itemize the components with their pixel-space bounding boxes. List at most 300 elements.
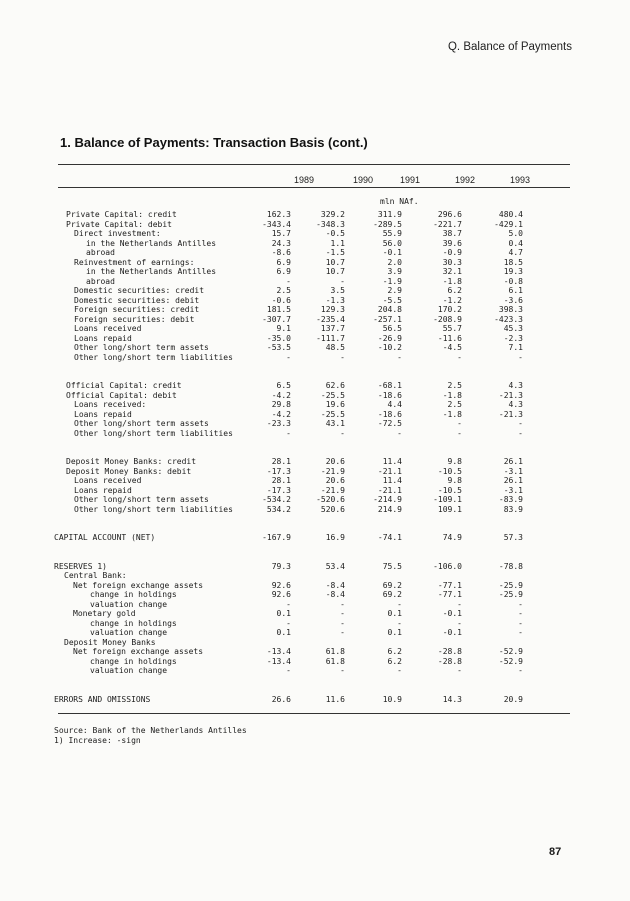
table-row <box>0 277 630 287</box>
cell-1990: 10.7 <box>325 267 345 276</box>
cell-1993: 7.1 <box>508 343 523 352</box>
row-label: Direct investment: <box>74 229 161 238</box>
cell-1992: - <box>457 666 462 675</box>
cell-1993: -25.9 <box>498 580 523 590</box>
cell-1990: 62.6 <box>325 381 345 390</box>
cell-1990: 19.6 <box>325 400 345 409</box>
cell-1993: -429.1 <box>494 219 523 229</box>
cell-1990: 3.5 <box>330 286 345 295</box>
cell-1992: 9.8 <box>447 457 462 466</box>
cell-1993: 26.1 <box>503 476 523 485</box>
cell-1993: 480.4 <box>498 210 523 219</box>
row-label: valuation change <box>90 628 168 637</box>
table-row <box>0 419 630 429</box>
table-row <box>0 628 630 638</box>
cell-1991: -10.2 <box>377 343 402 352</box>
cell-1990: -348.3 <box>316 219 345 229</box>
cell-1993: 5.0 <box>508 229 523 238</box>
unit-label: mln NAf. <box>380 197 419 206</box>
cell-1990: -25.5 <box>320 409 345 419</box>
cell-1993: 20.9 <box>503 694 523 704</box>
cell-1992: 170.2 <box>437 305 462 314</box>
row-label: Foreign securities: credit <box>74 305 200 314</box>
table-row <box>0 695 630 705</box>
cell-1990: 1.1 <box>330 238 345 248</box>
cell-1991: - <box>397 599 402 609</box>
cell-1990: 16.9 <box>325 533 345 542</box>
row-label: in the Netherlands Antilles <box>86 238 217 248</box>
cell-1989: -35.0 <box>266 333 291 343</box>
year-header: 1992 <box>454 175 476 185</box>
table-row <box>0 210 630 220</box>
table-row <box>0 305 630 315</box>
table-row <box>0 457 630 467</box>
cell-1990: -235.4 <box>316 314 345 324</box>
year-header: 1990 <box>352 175 374 185</box>
row-label: abroad <box>86 248 115 257</box>
cell-1989: 15.7 <box>271 229 291 238</box>
table-row <box>0 533 630 543</box>
cell-1990: 20.6 <box>325 457 345 466</box>
cell-1991: 56.5 <box>382 324 402 333</box>
table-row <box>0 220 630 230</box>
cell-1992: 38.7 <box>442 229 462 238</box>
cell-1990: 10.7 <box>325 257 345 267</box>
section-header: Q. Balance of Payments <box>447 41 572 53</box>
row-label: ERRORS AND OMISSIONS <box>54 694 151 704</box>
cell-1989: 26.6 <box>271 694 291 704</box>
cell-1989: - <box>286 666 291 675</box>
cell-1989: 92.6 <box>271 580 291 590</box>
table-row <box>0 581 630 591</box>
table-group <box>0 381 630 438</box>
cell-1991: 75.5 <box>382 561 402 571</box>
row-label: Other long/short term assets <box>74 343 209 352</box>
cell-1992: 6.2 <box>447 286 462 295</box>
cell-1992: -11.6 <box>437 333 462 343</box>
row-label: in the Netherlands Antilles <box>86 267 217 276</box>
cell-1989: -8.6 <box>271 248 291 257</box>
cell-1993: -423.3 <box>494 314 523 324</box>
table-row <box>0 571 630 581</box>
cell-1991: -5.5 <box>382 295 402 305</box>
cell-1993: 57.3 <box>503 533 523 542</box>
cell-1991: -0.1 <box>382 248 402 257</box>
row-label: abroad <box>86 276 115 286</box>
cell-1991: -1.9 <box>382 276 402 286</box>
cell-1991: 6.2 <box>387 647 402 656</box>
cell-1993: -21.3 <box>498 409 523 419</box>
cell-1992: -221.7 <box>433 219 462 229</box>
table-bottom-rule <box>58 713 570 714</box>
cell-1990: 20.6 <box>325 476 345 485</box>
table-title: 1. Balance of Payments: Transaction Basis (cont.) <box>60 135 368 150</box>
cell-1992: 32.1 <box>442 267 462 276</box>
year-header: 1993 <box>509 175 531 185</box>
table-row <box>0 286 630 296</box>
cell-1993: -25.9 <box>498 590 523 599</box>
cell-1990: - <box>340 628 345 637</box>
row-label: Loans repaid <box>74 409 132 419</box>
cell-1990: 61.8 <box>325 647 345 656</box>
table-body <box>0 210 630 723</box>
row-label: Reinvestment of earnings: <box>74 257 195 267</box>
cell-1990: - <box>340 352 345 362</box>
cell-1993: -3.1 <box>503 485 523 495</box>
cell-1992: 109.1 <box>437 504 462 514</box>
cell-1989: 28.1 <box>271 457 291 466</box>
cell-1993: - <box>518 609 523 618</box>
row-label: Foreign securities: debit <box>74 314 195 324</box>
table-row <box>0 562 630 572</box>
cell-1991: 56.0 <box>382 238 402 248</box>
cell-1992: -10.5 <box>437 485 462 495</box>
table-row <box>0 334 630 344</box>
row-label: Loans received <box>74 324 142 333</box>
cell-1989: -53.5 <box>266 343 291 352</box>
row-label: Domestic securities: debit <box>74 295 200 305</box>
cell-1993: 4.7 <box>508 248 523 257</box>
cell-1989: 24.3 <box>271 238 291 248</box>
cell-1989: 79.3 <box>271 561 291 571</box>
cell-1989: -4.2 <box>271 409 291 419</box>
cell-1993: - <box>518 628 523 637</box>
cell-1989: 0.1 <box>276 609 291 618</box>
cell-1989: -0.6 <box>271 295 291 305</box>
cell-1993: -3.6 <box>503 295 523 305</box>
cell-1991: -214.9 <box>373 495 402 504</box>
cell-1989: 6.9 <box>276 257 291 267</box>
cell-1990: -21.9 <box>320 466 345 476</box>
cell-1991: -72.5 <box>377 419 402 428</box>
table-row <box>0 505 630 515</box>
cell-1990: 43.1 <box>325 419 345 428</box>
cell-1991: 2.9 <box>387 286 402 295</box>
cell-1991: 3.9 <box>387 267 402 276</box>
cell-1989: -307.7 <box>262 314 291 324</box>
cell-1989: 9.1 <box>276 324 291 333</box>
cell-1992: 9.8 <box>447 476 462 485</box>
cell-1991: -18.6 <box>377 390 402 400</box>
row-label: Other long/short term assets <box>74 495 209 504</box>
row-label: Official Capital: debit <box>66 390 177 400</box>
cell-1989: - <box>286 618 291 628</box>
table-row <box>0 296 630 306</box>
cell-1992: -0.9 <box>442 248 462 257</box>
cell-1992: -106.0 <box>433 561 462 571</box>
cell-1990: - <box>340 609 345 618</box>
cell-1992: 39.6 <box>442 238 462 248</box>
row-label: valuation change <box>90 666 168 675</box>
row-label: Deposit Money Banks: credit <box>66 457 197 466</box>
table-row <box>0 239 630 249</box>
cell-1989: -13.4 <box>266 647 291 656</box>
cell-1990: 520.6 <box>320 504 345 514</box>
table-top-rule <box>58 164 570 165</box>
table-group <box>0 695 630 705</box>
cell-1991: -21.1 <box>377 485 402 495</box>
cell-1991: -18.6 <box>377 409 402 419</box>
cell-1991: -74.1 <box>377 533 402 542</box>
cell-1989: -23.3 <box>266 419 291 428</box>
table-row <box>0 429 630 439</box>
row-label: Loans received <box>74 476 142 485</box>
cell-1991: 0.1 <box>387 628 402 637</box>
row-label: Monetary gold <box>73 609 136 618</box>
cell-1992: -10.5 <box>437 466 462 476</box>
cell-1992: -77.1 <box>437 590 462 599</box>
cell-1990: 137.7 <box>320 324 345 333</box>
cell-1992: 296.6 <box>437 210 462 219</box>
cell-1990: -8.4 <box>325 580 345 590</box>
source-note: Source: Bank of the Netherlands Antilles <box>54 726 247 735</box>
row-label: Deposit Money Banks: debit <box>66 466 192 476</box>
cell-1990: 61.8 <box>325 656 345 666</box>
cell-1989: 534.2 <box>266 504 291 514</box>
cell-1989: -343.4 <box>262 219 291 229</box>
cell-1990: -25.5 <box>320 390 345 400</box>
row-label: change in holdings <box>90 656 177 666</box>
cell-1989: 6.5 <box>276 381 291 390</box>
cell-1993: 398.3 <box>498 305 523 314</box>
cell-1993: -83.9 <box>498 495 523 504</box>
cell-1993: - <box>518 428 523 438</box>
table-row <box>0 467 630 477</box>
table-row <box>0 410 630 420</box>
cell-1993: 4.3 <box>508 381 523 390</box>
row-label: Other long/short term liabilities <box>74 428 233 438</box>
cell-1992: -1.8 <box>442 276 462 286</box>
cell-1990: - <box>340 428 345 438</box>
cell-1989: - <box>286 276 291 286</box>
cell-1992: -1.8 <box>442 409 462 419</box>
row-label: Other long/short term assets <box>74 419 209 428</box>
cell-1993: -2.3 <box>503 333 523 343</box>
cell-1989: -17.3 <box>266 466 291 476</box>
table-group <box>0 562 630 676</box>
cell-1990: - <box>340 599 345 609</box>
row-label: Loans received: <box>74 400 147 409</box>
cell-1993: 4.3 <box>508 400 523 409</box>
cell-1991: 2.0 <box>387 257 402 267</box>
cell-1992: 74.9 <box>442 533 462 542</box>
cell-1989: 181.5 <box>266 305 291 314</box>
cell-1992: 14.3 <box>442 694 462 704</box>
cell-1989: 92.6 <box>271 590 291 599</box>
cell-1993: -21.3 <box>498 390 523 400</box>
cell-1991: -26.9 <box>377 333 402 343</box>
cell-1992: -77.1 <box>437 580 462 590</box>
cell-1993: -78.8 <box>498 561 523 571</box>
cell-1990: -111.7 <box>316 333 345 343</box>
table-row <box>0 619 630 629</box>
row-label: RESERVES 1) <box>54 561 107 571</box>
cell-1989: -534.2 <box>262 495 291 504</box>
cell-1991: - <box>397 428 402 438</box>
cell-1993: 26.1 <box>503 457 523 466</box>
table-row <box>0 609 630 619</box>
cell-1990: -21.9 <box>320 485 345 495</box>
row-label: CAPITAL ACCOUNT (NET) <box>54 533 156 542</box>
cell-1991: 55.9 <box>382 229 402 238</box>
cell-1989: -17.3 <box>266 485 291 495</box>
cell-1991: - <box>397 618 402 628</box>
cell-1990: 53.4 <box>325 561 345 571</box>
table-row <box>0 229 630 239</box>
cell-1989: -13.4 <box>266 656 291 666</box>
cell-1991: 11.4 <box>382 457 402 466</box>
table-row <box>0 590 630 600</box>
table-row <box>0 258 630 268</box>
table-row <box>0 647 630 657</box>
cell-1990: 11.6 <box>325 694 345 704</box>
row-label: Net foreign exchange assets <box>73 647 204 656</box>
table-row <box>0 486 630 496</box>
cell-1989: 162.3 <box>266 210 291 219</box>
row-label: Central Bank: <box>64 571 127 580</box>
row-label: Deposit Money Banks <box>64 637 156 647</box>
cell-1990: - <box>340 276 345 286</box>
table-row <box>0 638 630 648</box>
cell-1991: -289.5 <box>373 219 402 229</box>
table-row <box>0 666 630 676</box>
year-header: 1991 <box>399 175 421 185</box>
cell-1992: 30.3 <box>442 257 462 267</box>
table-row <box>0 391 630 401</box>
row-label: Other long/short term liabilities <box>74 504 233 514</box>
cell-1993: - <box>518 352 523 362</box>
cell-1991: 0.1 <box>387 609 402 618</box>
cell-1989: 28.1 <box>271 476 291 485</box>
row-label: Private Capital: credit <box>66 210 177 219</box>
cell-1989: 0.1 <box>276 628 291 637</box>
row-label: Net foreign exchange assets <box>73 580 204 590</box>
cell-1992: - <box>457 428 462 438</box>
cell-1993: -52.9 <box>498 656 523 666</box>
cell-1992: -0.1 <box>442 628 462 637</box>
cell-1989: 6.9 <box>276 267 291 276</box>
row-label: Domestic securities: credit <box>74 286 205 295</box>
cell-1991: - <box>397 666 402 675</box>
table-row <box>0 324 630 334</box>
cell-1993: 0.4 <box>508 238 523 248</box>
row-label: Loans repaid <box>74 333 132 343</box>
cell-1992: -28.8 <box>437 656 462 666</box>
cell-1993: 19.3 <box>503 267 523 276</box>
row-label: Official Capital: credit <box>66 381 182 390</box>
cell-1990: - <box>340 618 345 628</box>
row-label: Other long/short term liabilities <box>74 352 233 362</box>
cell-1993: -3.1 <box>503 466 523 476</box>
cell-1992: -208.9 <box>433 314 462 324</box>
cell-1993: 45.3 <box>503 324 523 333</box>
cell-1990: -520.6 <box>316 495 345 504</box>
table-row <box>0 600 630 610</box>
row-label: Loans repaid <box>74 485 132 495</box>
cell-1990: - <box>340 666 345 675</box>
cell-1991: 311.9 <box>377 210 402 219</box>
cell-1991: -21.1 <box>377 466 402 476</box>
cell-1993: - <box>518 599 523 609</box>
cell-1993: -52.9 <box>498 647 523 656</box>
table-group <box>0 533 630 543</box>
cell-1992: - <box>457 419 462 428</box>
row-label: change in holdings <box>90 618 177 628</box>
table-row <box>0 267 630 277</box>
cell-1993: 6.1 <box>508 286 523 295</box>
header-rule <box>58 187 570 188</box>
cell-1991: 11.4 <box>382 476 402 485</box>
cell-1992: -0.1 <box>442 609 462 618</box>
cell-1993: -0.8 <box>503 276 523 286</box>
cell-1990: -0.5 <box>325 229 345 238</box>
table-group <box>0 457 630 514</box>
cell-1991: 69.2 <box>382 590 402 599</box>
cell-1991: 69.2 <box>382 580 402 590</box>
cell-1992: 55.7 <box>442 324 462 333</box>
cell-1990: 129.3 <box>320 305 345 314</box>
table-row <box>0 381 630 391</box>
table-row <box>0 476 630 486</box>
cell-1990: -1.5 <box>325 248 345 257</box>
row-label: valuation change <box>90 599 168 609</box>
cell-1993: 83.9 <box>503 504 523 514</box>
cell-1992: - <box>457 618 462 628</box>
cell-1990: 329.2 <box>320 210 345 219</box>
page-number: 87 <box>549 846 562 858</box>
cell-1992: -109.1 <box>433 495 462 504</box>
row-label: Private Capital: debit <box>66 219 172 229</box>
table-row <box>0 495 630 505</box>
table-row <box>0 400 630 410</box>
cell-1993: - <box>518 419 523 428</box>
row-label: change in holdings <box>90 590 177 599</box>
cell-1992: 2.5 <box>447 400 462 409</box>
table-group <box>0 210 630 362</box>
year-header: 1989 <box>293 175 315 185</box>
cell-1993: - <box>518 666 523 675</box>
cell-1989: 2.5 <box>276 286 291 295</box>
cell-1992: -1.8 <box>442 390 462 400</box>
cell-1992: -4.5 <box>442 343 462 352</box>
cell-1992: - <box>457 352 462 362</box>
table-row <box>0 315 630 325</box>
cell-1993: - <box>518 618 523 628</box>
table-row <box>0 343 630 353</box>
cell-1989: -4.2 <box>271 390 291 400</box>
table-row <box>0 353 630 363</box>
table-row <box>0 248 630 258</box>
cell-1990: -8.4 <box>325 590 345 599</box>
cell-1991: - <box>397 352 402 362</box>
cell-1992: 2.5 <box>447 381 462 390</box>
cell-1991: -257.1 <box>373 314 402 324</box>
cell-1991: 10.9 <box>382 694 402 704</box>
cell-1991: -68.1 <box>377 381 402 390</box>
cell-1991: 214.9 <box>377 504 402 514</box>
cell-1989: - <box>286 599 291 609</box>
cell-1991: 204.8 <box>377 305 402 314</box>
cell-1989: - <box>286 352 291 362</box>
cell-1992: -28.8 <box>437 647 462 656</box>
cell-1991: 4.4 <box>387 400 402 409</box>
cell-1993: 18.5 <box>503 257 523 267</box>
table-row <box>0 657 630 667</box>
cell-1989: 29.8 <box>271 400 291 409</box>
cell-1990: 48.5 <box>325 343 345 352</box>
cell-1991: 6.2 <box>387 656 402 666</box>
cell-1992: - <box>457 599 462 609</box>
